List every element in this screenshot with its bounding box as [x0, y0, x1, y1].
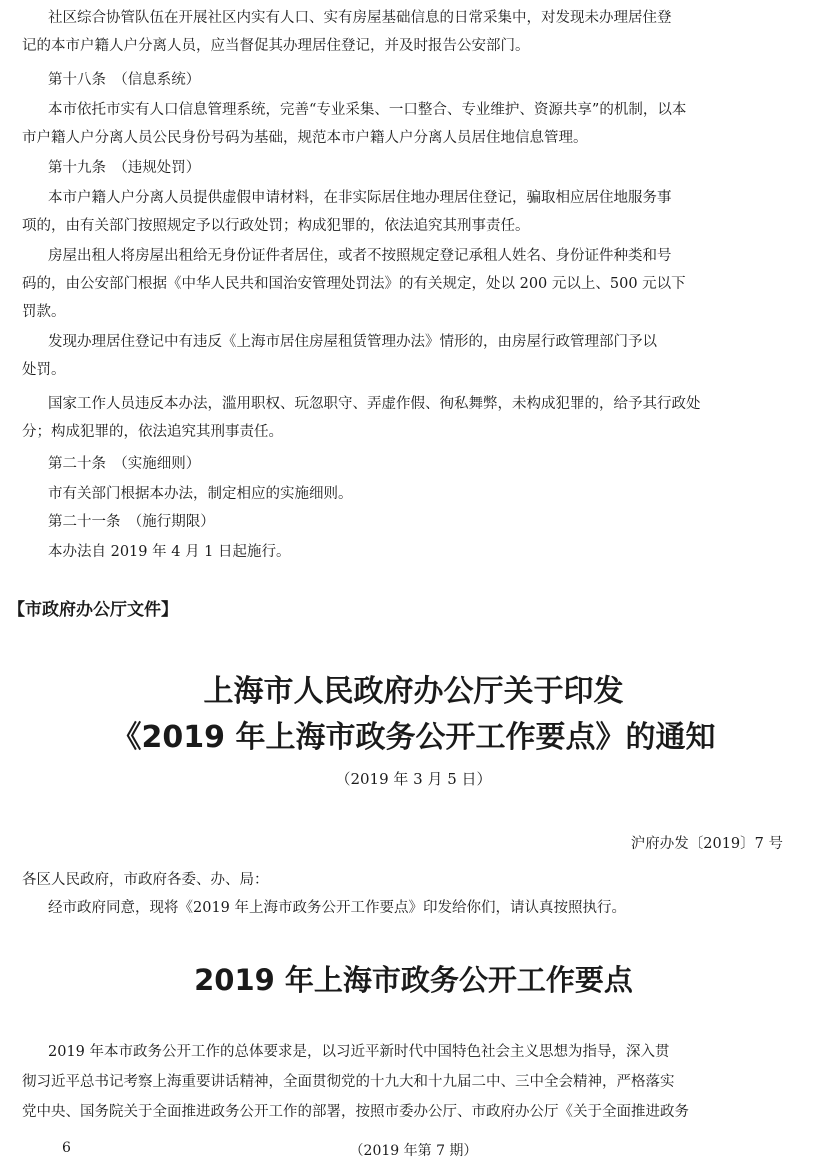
article-heading: 第十九条 （违规处罚）: [48, 160, 201, 176]
paragraph-line: 项的，由有关部门按照规定予以行政处罚；构成犯罪的，依法追究其刑事责任。: [22, 218, 530, 234]
paragraph-line: 发现办理居住登记中有违反《上海市居住房屋租赁管理办法》情形的，由房屋行政管理部门予以: [48, 334, 657, 350]
paragraph-line: 记的本市户籍人户分离人员，应当督促其办理居住登记，并及时报告公安部门。: [22, 38, 530, 54]
body-line: 党中央、国务院关于全面推进政务公开工作的部署，按照市委办公厅、市政府办公厅《关于全面推进政务: [22, 1104, 689, 1120]
work-points-title: 2019 年上海市政务公开工作要点: [194, 963, 633, 997]
notice-date: （2019 年 3 月 5 日）: [335, 770, 492, 788]
paragraph-line: 本市依托市实有人口信息管理系统，完善“专业采集、一口整合、专业维护、资源共享”的机制，以本: [48, 102, 687, 118]
paragraph-line: 处罚。: [22, 362, 66, 378]
paragraph-line: 社区综合协管队伍在开展社区内实有人口、实有房屋基础信息的日常采集中，对发现未办理居住登: [48, 10, 672, 26]
paragraph-line: 市户籍人户分离人员公民身份号码为基础，规范本市户籍人户分离人员居住地信息管理。: [22, 130, 588, 146]
paragraph-line: 国家工作人员违反本办法，滥用职权、玩忽职守、弄虚作假、徇私舞弊，未构成犯罪的，给予其行政处: [48, 396, 701, 412]
section-label: 【市政府办公厅文件】: [8, 600, 178, 620]
paragraph-line: 本市户籍人户分离人员提供虚假申请材料，在非实际居住地办理居住登记，骗取相应居住地服务事: [48, 190, 672, 206]
article-heading: 第十八条 （信息系统）: [48, 72, 201, 88]
paragraph-line: 码的，由公安部门根据《中华人民共和国治安管理处罚法》的有关规定，处以 200 元以上、500 元以下: [22, 276, 686, 292]
body-line: 2019 年本市政务公开工作的总体要求是，以习近平新时代中国特色社会主义思想为指导，深入贯: [48, 1044, 670, 1060]
paragraph-line: 本办法自 2019 年 4 月 1 日起施行。: [48, 544, 291, 560]
body-line: 彻习近平总书记考察上海重要讲话精神，全面贯彻党的十九大和十九届二中、三中全会精神，严格落实: [22, 1074, 675, 1090]
article-heading: 第二十一条 （施行期限）: [48, 514, 215, 530]
paragraph-line: 分；构成犯罪的，依法追究其刑事责任。: [22, 424, 283, 440]
paragraph-line: 房屋出租人将房屋出租给无身份证件者居住，或者不按照规定登记承租人姓名、身份证件种类和号: [48, 248, 672, 264]
document-number: 沪府办发〔2019〕7 号: [630, 836, 783, 852]
intro-paragraph: 经市政府同意，现将《2019 年上海市政务公开工作要点》印发给你们，请认真按照执行。: [48, 900, 627, 916]
notice-title-line2: 《2019 年上海市政务公开工作要点》的通知: [111, 720, 716, 755]
paragraph-line: 罚款。: [22, 304, 66, 320]
issue-label: （2019 年第 7 期）: [349, 1143, 478, 1159]
article-heading: 第二十条 （实施细则）: [48, 456, 201, 472]
page-number: 6: [62, 1140, 71, 1156]
paragraph-line: 市有关部门根据本办法，制定相应的实施细则。: [48, 486, 353, 502]
addressee: 各区人民政府，市政府各委、办、局：: [22, 872, 269, 888]
notice-title-line1: 上海市人民政府办公厅关于印发: [203, 674, 624, 709]
